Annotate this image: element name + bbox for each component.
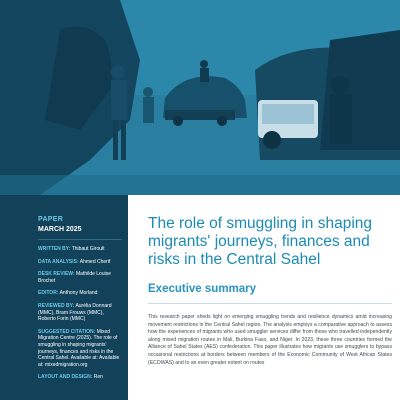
credit-suggested-citation [38,329,122,369]
credit-label: DESK REVIEW: [38,271,75,278]
section-heading: Executive summary [148,283,257,295]
credit-reviewed-by [38,303,122,323]
credit-value: Ahmed Cherif [79,258,111,265]
credit-desk-review [38,271,122,284]
sidebar-divider [38,239,122,240]
credit-label: REVIEWED BY: [38,302,75,309]
publication-date: MARCH 2025 [38,226,82,233]
credit-value: Thibaut Giroult [71,246,105,252]
credit-written-by [38,246,122,253]
credit-value: Aurélia Donnard (MMC), Bram Frouws (MMC), Roberto Forin (MMC) [38,302,112,323]
credit-label: WRITTEN BY: [38,246,71,252]
credit-label: EDITOR: [38,290,59,297]
main-content [148,215,392,367]
credit-data-analysis [38,259,122,266]
credit-value: Mathilde Louise Brochet [38,271,112,284]
section-divider [148,303,392,304]
credit-layout-design [38,374,122,381]
credit-value: Mixed Migration Centre (2025). The role of smuggling in shaping migrants' journeys, finances and risks in the Central Sahel. Available at: Available at: mixedmigration.org [38,328,120,368]
credit-label: DATA ANALYSIS: [38,258,79,265]
document-title: The role of smuggling in shaping migrants' journeys, finances and risks in the Central Sahel [148,215,373,268]
credit-label: SUGGESTED CITATION: [38,328,96,335]
credit-value: Anthony Morland [59,290,98,297]
credit-editor [38,290,122,297]
credit-label: LAYOUT AND DESIGN: [38,374,93,381]
credits-sidebar [0,195,128,400]
credit-value: Ren [93,374,103,381]
cover-photo [0,0,400,195]
executive-summary-text: This research paper sheds light on emerging smuggling trends and resilience dynamics amid increasing movement restrictions in the Central Sahel region. The analysis employs a comparative approach to assess how the experiences of migrants who used smuggler services differ from those who travelled independently along mixed migration routes in Mali, Burkina Faso, and Niger. In 2023, these three countries formed the Alliance of Sahel States (AES) confederation. This paper illustrates how migrants use smugglers to bypass occasional restrictions at borders between members of the Economic Community of West African States (ECOWAS) and to an even greater extent on routes [148,314,392,366]
cover-photo-illustration [0,0,400,195]
document-type-label: PAPER [38,216,64,223]
